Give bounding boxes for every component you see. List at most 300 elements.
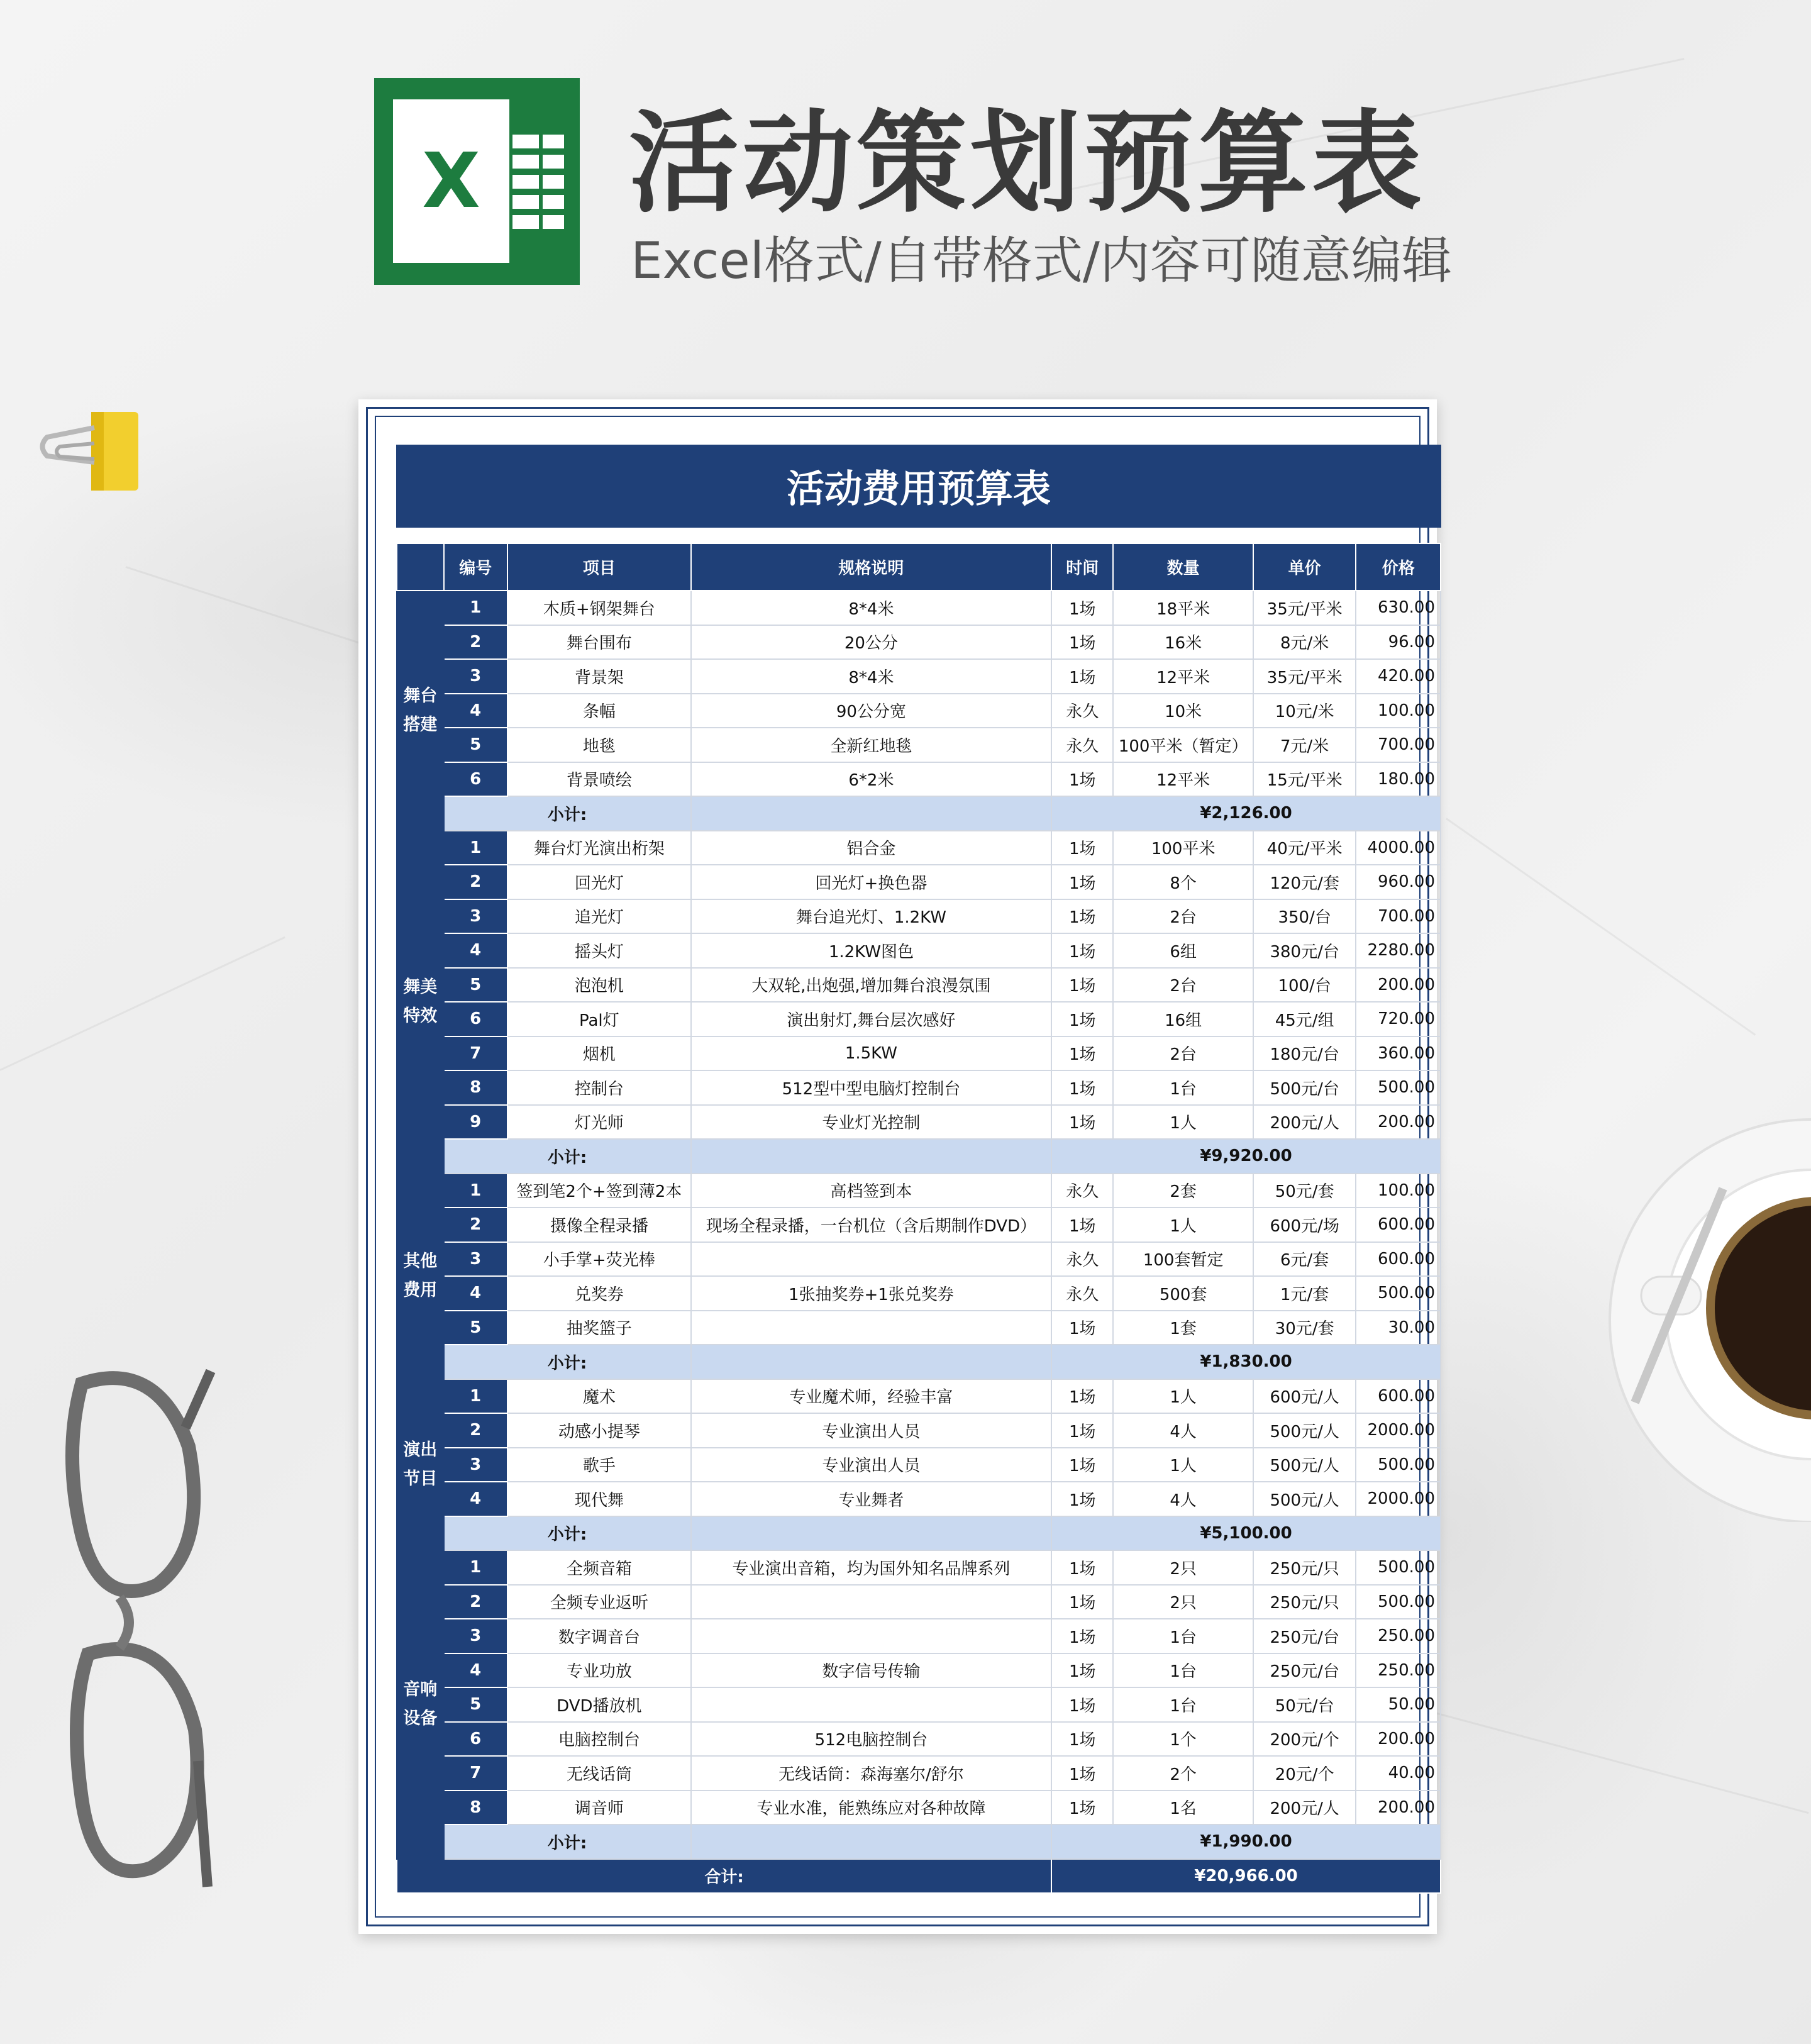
coffee-cup-icon [1603,1113,1811,1522]
cell-no[interactable]: 1 [444,1379,507,1414]
cell-item[interactable]: 条幅 [507,694,691,728]
cell-qty[interactable]: 4人 [1113,1413,1253,1448]
cell-spec[interactable]: 专业灯光控制 [691,1105,1051,1140]
cell-item[interactable]: 摇头灯 [507,933,691,968]
cell-qty[interactable]: 6组 [1113,933,1253,968]
cell-spec[interactable]: 专业魔术师，经验丰富 [691,1379,1051,1414]
cell-item[interactable]: 动感小提琴 [507,1413,691,1448]
cell-item[interactable]: 小手掌+荧光棒 [507,1242,691,1277]
cell-price[interactable]: 200.00 [1356,968,1441,1003]
cell-qty[interactable]: 1台 [1113,1619,1253,1653]
category-cell: 舞美 特效 [397,831,444,1174]
cell-spec[interactable]: 专业演出音箱，均为国外知名品牌系列 [691,1550,1051,1585]
cell-no[interactable]: 7 [444,1036,507,1071]
cell-no[interactable]: 2 [444,1208,507,1242]
table-row [397,1619,1441,1653]
cell-item[interactable]: 烟机 [507,1036,691,1071]
cell-item[interactable]: 舞台围布 [507,625,691,660]
cell-no[interactable]: 7 [444,1756,507,1791]
subtotal-blank [691,1139,1051,1174]
cell-qty[interactable]: 1个 [1113,1722,1253,1757]
cell-no[interactable]: 3 [444,1242,507,1277]
page-subtitle: Excel格式/自带格式/内容可随意编辑 [631,231,1452,290]
cell-spec[interactable]: 无线话筒：森海塞尔/舒尔 [691,1756,1051,1791]
cell-unit[interactable]: 45元/组 [1253,1002,1356,1036]
cell-unit[interactable]: 1元/套 [1253,1276,1356,1311]
cell-time[interactable]: 1场 [1051,762,1113,797]
cell-no[interactable]: 2 [444,1413,507,1448]
table-row [397,1036,1441,1071]
table-row [397,659,1441,694]
cell-qty[interactable]: 16组 [1113,1002,1253,1036]
subtotal-label: 小计: [444,796,691,831]
budget-table [396,543,1441,1894]
category-cell: 舞台 搭建 [397,591,444,831]
subtotal-blank [691,1345,1051,1379]
cell-no[interactable]: 4 [444,694,507,728]
cell-item[interactable]: 全频专业返听 [507,1585,691,1619]
cell-unit[interactable]: 250元/只 [1253,1585,1356,1619]
cell-price[interactable]: 600.00 [1356,1242,1441,1277]
cell-item[interactable]: 现代舞 [507,1482,691,1516]
table-row [397,728,1441,762]
table-row [397,831,1441,865]
cell-item[interactable]: 追光灯 [507,899,691,934]
cell-unit[interactable]: 20元/个 [1253,1756,1356,1791]
subtotal-row [397,1139,1441,1174]
table-row [397,1242,1441,1277]
cell-time[interactable]: 永久 [1051,1276,1113,1311]
cell-no[interactable]: 5 [444,1311,507,1345]
cell-unit[interactable]: 6元/套 [1253,1242,1356,1277]
page-title: 活动策划预算表 [629,100,1426,228]
category-cell: 音响 设备 [397,1550,444,1859]
cell-item[interactable]: 木质+钢架舞台 [507,591,691,625]
cell-time[interactable]: 1场 [1051,899,1113,934]
cell-no[interactable]: 2 [444,625,507,660]
table-row [397,625,1441,660]
cell-no[interactable]: 4 [444,1653,507,1688]
cell-qty[interactable]: 4人 [1113,1482,1253,1516]
cell-item[interactable]: 魔术 [507,1379,691,1414]
cell-no[interactable]: 3 [444,899,507,934]
cell-item[interactable]: 兑奖券 [507,1276,691,1311]
cell-qty[interactable]: 100平米（暂定） [1113,728,1253,762]
subtotal-value[interactable]: ¥1,990.00 [1051,1825,1441,1859]
cell-time[interactable]: 永久 [1051,728,1113,762]
cell-price[interactable]: 180.00 [1356,762,1441,797]
cell-spec[interactable]: 专业演出人员 [691,1448,1051,1482]
cell-unit[interactable]: 200元/个 [1253,1722,1356,1757]
cell-unit[interactable]: 40元/平米 [1253,831,1356,865]
cell-no[interactable]: 3 [444,659,507,694]
subtotal-label: 小计: [444,1825,691,1859]
cell-unit[interactable]: 500元/人 [1253,1448,1356,1482]
cell-qty[interactable]: 1人 [1113,1448,1253,1482]
cell-no[interactable]: 3 [444,1619,507,1653]
cell-spec[interactable]: 专业舞者 [691,1482,1051,1516]
subtotal-value[interactable]: ¥5,100.00 [1051,1516,1441,1551]
cell-price[interactable]: 2000.00 [1356,1413,1441,1448]
table-row [397,1002,1441,1036]
table-row [397,1482,1441,1516]
table-row [397,1448,1441,1482]
cell-price[interactable]: 700.00 [1356,899,1441,934]
cell-no[interactable]: 3 [444,1448,507,1482]
cell-price[interactable]: 720.00 [1356,1002,1441,1036]
table-row [397,1550,1441,1585]
cell-qty[interactable]: 2台 [1113,968,1253,1003]
cell-item[interactable]: 全频音箱 [507,1550,691,1585]
header-time: 时间 [1051,543,1113,591]
cell-time[interactable]: 1场 [1051,1070,1113,1105]
table-row [397,1687,1441,1722]
cell-no[interactable]: 2 [444,865,507,899]
cell-no[interactable]: 5 [444,728,507,762]
cell-item[interactable]: 专业功放 [507,1653,691,1688]
cell-price[interactable]: 500.00 [1356,1448,1441,1482]
cell-spec[interactable] [691,1585,1051,1619]
cell-qty[interactable]: 100套暂定 [1113,1242,1253,1277]
cell-time[interactable]: 1场 [1051,1756,1113,1791]
table-row [397,1311,1441,1345]
cell-unit[interactable]: 120元/套 [1253,865,1356,899]
cell-time[interactable]: 1场 [1051,1722,1113,1757]
table-row [397,1276,1441,1311]
cell-time[interactable]: 1场 [1051,1653,1113,1688]
cell-item[interactable]: 泡泡机 [507,968,691,1003]
cell-no[interactable]: 8 [444,1791,507,1825]
cell-time[interactable]: 1场 [1051,1002,1113,1036]
cell-price[interactable]: 630.00 [1356,591,1441,625]
cell-unit[interactable]: 7元/米 [1253,728,1356,762]
cell-unit[interactable]: 50元/套 [1253,1174,1356,1208]
header-price: 价格 [1356,543,1441,591]
cell-time[interactable]: 1场 [1051,1208,1113,1242]
cell-price[interactable]: 30.00 [1356,1311,1441,1345]
cell-qty[interactable]: 10米 [1113,694,1253,728]
cell-spec[interactable]: 512型中型电脑灯控制台 [691,1070,1051,1105]
cell-qty[interactable]: 1台 [1113,1687,1253,1722]
header-unit-price: 单价 [1253,543,1356,591]
cell-unit[interactable]: 180元/台 [1253,1036,1356,1071]
header-no: 编号 [444,543,507,591]
cell-no[interactable]: 2 [444,1585,507,1619]
cell-price[interactable]: 100.00 [1356,1174,1441,1208]
cell-time[interactable]: 1场 [1051,968,1113,1003]
cell-spec[interactable] [691,1311,1051,1345]
cell-time[interactable]: 1场 [1051,1311,1113,1345]
cell-qty[interactable]: 2套 [1113,1174,1253,1208]
cell-price[interactable]: 600.00 [1356,1379,1441,1414]
excel-logo-icon [374,78,580,285]
cell-price[interactable]: 200.00 [1356,1791,1441,1825]
cell-qty[interactable]: 12平米 [1113,762,1253,797]
excel-logo-letter: X [422,137,480,225]
cell-no[interactable]: 1 [444,1174,507,1208]
cell-spec[interactable]: 高档签到本 [691,1174,1051,1208]
cell-price[interactable]: 100.00 [1356,694,1441,728]
cell-no[interactable]: 4 [444,1276,507,1311]
cell-no[interactable]: 1 [444,591,507,625]
cell-item[interactable]: 背景架 [507,659,691,694]
cell-item[interactable]: 背景喷绘 [507,762,691,797]
subtotal-blank [691,1516,1051,1551]
cell-no[interactable]: 1 [444,831,507,865]
cell-spec[interactable]: 6*2米 [691,762,1051,797]
subtotal-value[interactable]: ¥9,920.00 [1051,1139,1441,1174]
cell-spec[interactable]: 512电脑控制台 [691,1722,1051,1757]
table-row [397,591,1441,625]
cell-no[interactable]: 4 [444,933,507,968]
binder-clip-icon [38,409,145,497]
cell-spec[interactable]: 大双轮,出炮强,增加舞台浪漫氛围 [691,968,1051,1003]
table-row [397,933,1441,968]
cell-unit[interactable]: 30元/套 [1253,1311,1356,1345]
table-row [397,968,1441,1003]
cell-spec[interactable]: 铝合金 [691,831,1051,865]
cell-qty[interactable]: 18平米 [1113,591,1253,625]
cell-unit[interactable]: 380元/台 [1253,933,1356,968]
cell-item[interactable]: 控制台 [507,1070,691,1105]
cell-unit[interactable]: 35元/平米 [1253,659,1356,694]
cell-item[interactable]: 舞台灯光演出桁架 [507,831,691,865]
cell-unit[interactable]: 500元/人 [1253,1482,1356,1516]
cell-unit[interactable]: 250元/台 [1253,1653,1356,1688]
cell-no[interactable]: 5 [444,968,507,1003]
glasses-icon [63,1358,252,1899]
cell-unit[interactable]: 200元/人 [1253,1791,1356,1825]
table-header-row [397,543,1441,591]
cell-price[interactable]: 360.00 [1356,1036,1441,1071]
cell-price[interactable]: 4000.00 [1356,831,1441,865]
total-row [397,1859,1441,1894]
cell-price[interactable]: 500.00 [1356,1276,1441,1311]
cell-price[interactable]: 500.00 [1356,1070,1441,1105]
cell-item[interactable]: 抽奖篮子 [507,1311,691,1345]
cell-qty[interactable]: 1台 [1113,1070,1253,1105]
table-row [397,1105,1441,1140]
table-row [397,1756,1441,1791]
table-row [397,1070,1441,1105]
cell-spec[interactable] [691,1687,1051,1722]
cell-qty[interactable]: 1人 [1113,1379,1253,1414]
cell-item[interactable]: 电脑控制台 [507,1722,691,1757]
cell-time[interactable]: 1场 [1051,1585,1113,1619]
cell-price[interactable]: 200.00 [1356,1722,1441,1757]
cell-item[interactable]: 数字调音台 [507,1619,691,1653]
cell-spec[interactable]: 20公分 [691,625,1051,660]
cell-unit[interactable]: 500元/人 [1253,1413,1356,1448]
subtotal-label: 小计: [444,1345,691,1379]
cell-unit[interactable]: 200元/人 [1253,1105,1356,1140]
table-row [397,1174,1441,1208]
cell-spec[interactable]: 现场全程录播，一台机位（含后期制作DVD） [691,1208,1051,1242]
cell-price[interactable]: 2280.00 [1356,933,1441,968]
cell-unit[interactable]: 8元/米 [1253,625,1356,660]
cell-item[interactable]: 歌手 [507,1448,691,1482]
cell-unit[interactable]: 35元/平米 [1253,591,1356,625]
subtotal-value[interactable]: ¥2,126.00 [1051,796,1441,831]
cell-spec[interactable] [691,1242,1051,1277]
total-value[interactable]: ¥20,966.00 [1051,1859,1441,1894]
cell-time[interactable]: 1场 [1051,1619,1113,1653]
subtotal-row [397,1345,1441,1379]
cell-time[interactable]: 永久 [1051,1174,1113,1208]
cell-spec[interactable]: 舞台追光灯、1.2KW [691,899,1051,934]
cell-qty[interactable]: 2台 [1113,1036,1253,1071]
cell-no[interactable]: 4 [444,1482,507,1516]
cell-item[interactable]: 地毯 [507,728,691,762]
cell-price[interactable]: 500.00 [1356,1550,1441,1585]
cell-item[interactable]: 摄像全程录播 [507,1208,691,1242]
cell-spec[interactable]: 8*4米 [691,659,1051,694]
table-row [397,1653,1441,1688]
cell-spec[interactable]: 回光灯+换色器 [691,865,1051,899]
table-row [397,762,1441,797]
cell-price[interactable]: 250.00 [1356,1653,1441,1688]
table-row [397,1722,1441,1757]
cell-unit[interactable]: 600元/场 [1253,1208,1356,1242]
cell-time[interactable]: 1场 [1051,1791,1113,1825]
cell-time[interactable]: 1场 [1051,1482,1113,1516]
cell-spec[interactable]: 1.2KW图色 [691,933,1051,968]
cell-price[interactable]: 2000.00 [1356,1482,1441,1516]
cell-time[interactable]: 1场 [1051,659,1113,694]
cell-no[interactable]: 6 [444,1002,507,1036]
cell-qty[interactable]: 1人 [1113,1105,1253,1140]
cell-no[interactable]: 8 [444,1070,507,1105]
cell-unit[interactable]: 350/台 [1253,899,1356,934]
cell-qty[interactable]: 100平米 [1113,831,1253,865]
table-row [397,1208,1441,1242]
cell-time[interactable]: 1场 [1051,1413,1113,1448]
cell-price[interactable]: 960.00 [1356,865,1441,899]
cell-spec[interactable] [691,1619,1051,1653]
cell-qty[interactable]: 2只 [1113,1585,1253,1619]
cell-time[interactable]: 1场 [1051,865,1113,899]
cell-unit[interactable]: 50元/台 [1253,1687,1356,1722]
cell-time[interactable]: 1场 [1051,1379,1113,1414]
cell-item[interactable]: 回光灯 [507,865,691,899]
cell-no[interactable]: 5 [444,1687,507,1722]
sheet-title: 活动费用预算表 [396,445,1441,528]
cell-time[interactable]: 1场 [1051,1550,1113,1585]
cell-time[interactable]: 永久 [1051,694,1113,728]
cell-no[interactable]: 9 [444,1105,507,1140]
header-qty: 数量 [1113,543,1253,591]
cell-item[interactable]: 灯光师 [507,1105,691,1140]
category-cell: 其他 费用 [397,1174,444,1379]
cell-no[interactable]: 6 [444,762,507,797]
cell-price[interactable]: 420.00 [1356,659,1441,694]
cell-no[interactable]: 1 [444,1550,507,1585]
cell-item[interactable]: 签到笔2个+签到薄2本 [507,1174,691,1208]
cell-time[interactable]: 1场 [1051,1105,1113,1140]
header-item: 项目 [507,543,691,591]
cell-spec[interactable]: 90公分宽 [691,694,1051,728]
cell-price[interactable]: 40.00 [1356,1756,1441,1791]
header-spec: 规格说明 [691,543,1051,591]
cell-spec[interactable]: 全新红地毯 [691,728,1051,762]
cell-time[interactable]: 1场 [1051,591,1113,625]
cell-price[interactable]: 700.00 [1356,728,1441,762]
cell-qty[interactable]: 16米 [1113,625,1253,660]
cell-price[interactable]: 500.00 [1356,1585,1441,1619]
table-row [397,1379,1441,1414]
cell-qty[interactable]: 2个 [1113,1756,1253,1791]
cell-qty[interactable]: 1人 [1113,1208,1253,1242]
cell-spec[interactable]: 演出射灯,舞台层次感好 [691,1002,1051,1036]
cell-price[interactable]: 96.00 [1356,625,1441,660]
cell-qty[interactable]: 500套 [1113,1276,1253,1311]
cell-spec[interactable]: 1张抽奖券+1张兑奖券 [691,1276,1051,1311]
cell-time[interactable]: 1场 [1051,625,1113,660]
cell-unit[interactable]: 250元/台 [1253,1619,1356,1653]
subtotal-label: 小计: [444,1516,691,1551]
cell-item[interactable]: Pal灯 [507,1002,691,1036]
cell-spec[interactable]: 1.5KW [691,1036,1051,1071]
cell-price[interactable]: 50.00 [1356,1687,1441,1722]
table-row [397,1413,1441,1448]
cell-no[interactable]: 6 [444,1722,507,1757]
subtotal-blank [691,796,1051,831]
cell-item[interactable]: 调音师 [507,1791,691,1825]
cell-spec[interactable]: 专业演出人员 [691,1413,1051,1448]
table-row [397,865,1441,899]
cell-unit[interactable]: 600元/人 [1253,1379,1356,1414]
cell-time[interactable]: 1场 [1051,1687,1113,1722]
cell-time[interactable]: 1场 [1051,1448,1113,1482]
cell-spec[interactable]: 专业水准，能熟练应对各种故障 [691,1791,1051,1825]
cell-item[interactable]: 无线话筒 [507,1756,691,1791]
cell-time[interactable]: 1场 [1051,1036,1113,1071]
cell-spec[interactable]: 数字信号传输 [691,1653,1051,1688]
cell-time[interactable]: 永久 [1051,1242,1113,1277]
cell-qty[interactable]: 2只 [1113,1550,1253,1585]
table-row [397,1585,1441,1619]
cell-time[interactable]: 1场 [1051,933,1113,968]
cell-price[interactable]: 250.00 [1356,1619,1441,1653]
cell-qty[interactable]: 12平米 [1113,659,1253,694]
table-row [397,694,1441,728]
subtotal-row [397,1516,1441,1551]
subtotal-label: 小计: [444,1139,691,1174]
cell-spec[interactable]: 8*4米 [691,591,1051,625]
cell-unit[interactable]: 100/台 [1253,968,1356,1003]
subtotal-value[interactable]: ¥1,830.00 [1051,1345,1441,1379]
table-row [397,1791,1441,1825]
cell-unit[interactable]: 250元/只 [1253,1550,1356,1585]
cell-qty[interactable]: 2台 [1113,899,1253,934]
cell-unit[interactable]: 500元/台 [1253,1070,1356,1105]
category-cell: 演出 节目 [397,1379,444,1551]
cell-price[interactable]: 200.00 [1356,1105,1441,1140]
cell-qty[interactable]: 1名 [1113,1791,1253,1825]
total-label: 合计: [397,1859,1051,1894]
cell-item[interactable]: DVD播放机 [507,1687,691,1722]
subtotal-row [397,1825,1441,1859]
cell-time[interactable]: 1场 [1051,831,1113,865]
cell-unit[interactable]: 10元/米 [1253,694,1356,728]
cell-qty[interactable]: 8个 [1113,865,1253,899]
cell-price[interactable]: 600.00 [1356,1208,1441,1242]
cell-qty[interactable]: 1套 [1113,1311,1253,1345]
cell-qty[interactable]: 1台 [1113,1653,1253,1688]
cell-unit[interactable]: 15元/平米 [1253,762,1356,797]
budget-sheet [358,399,1437,1934]
header-category [397,543,444,591]
